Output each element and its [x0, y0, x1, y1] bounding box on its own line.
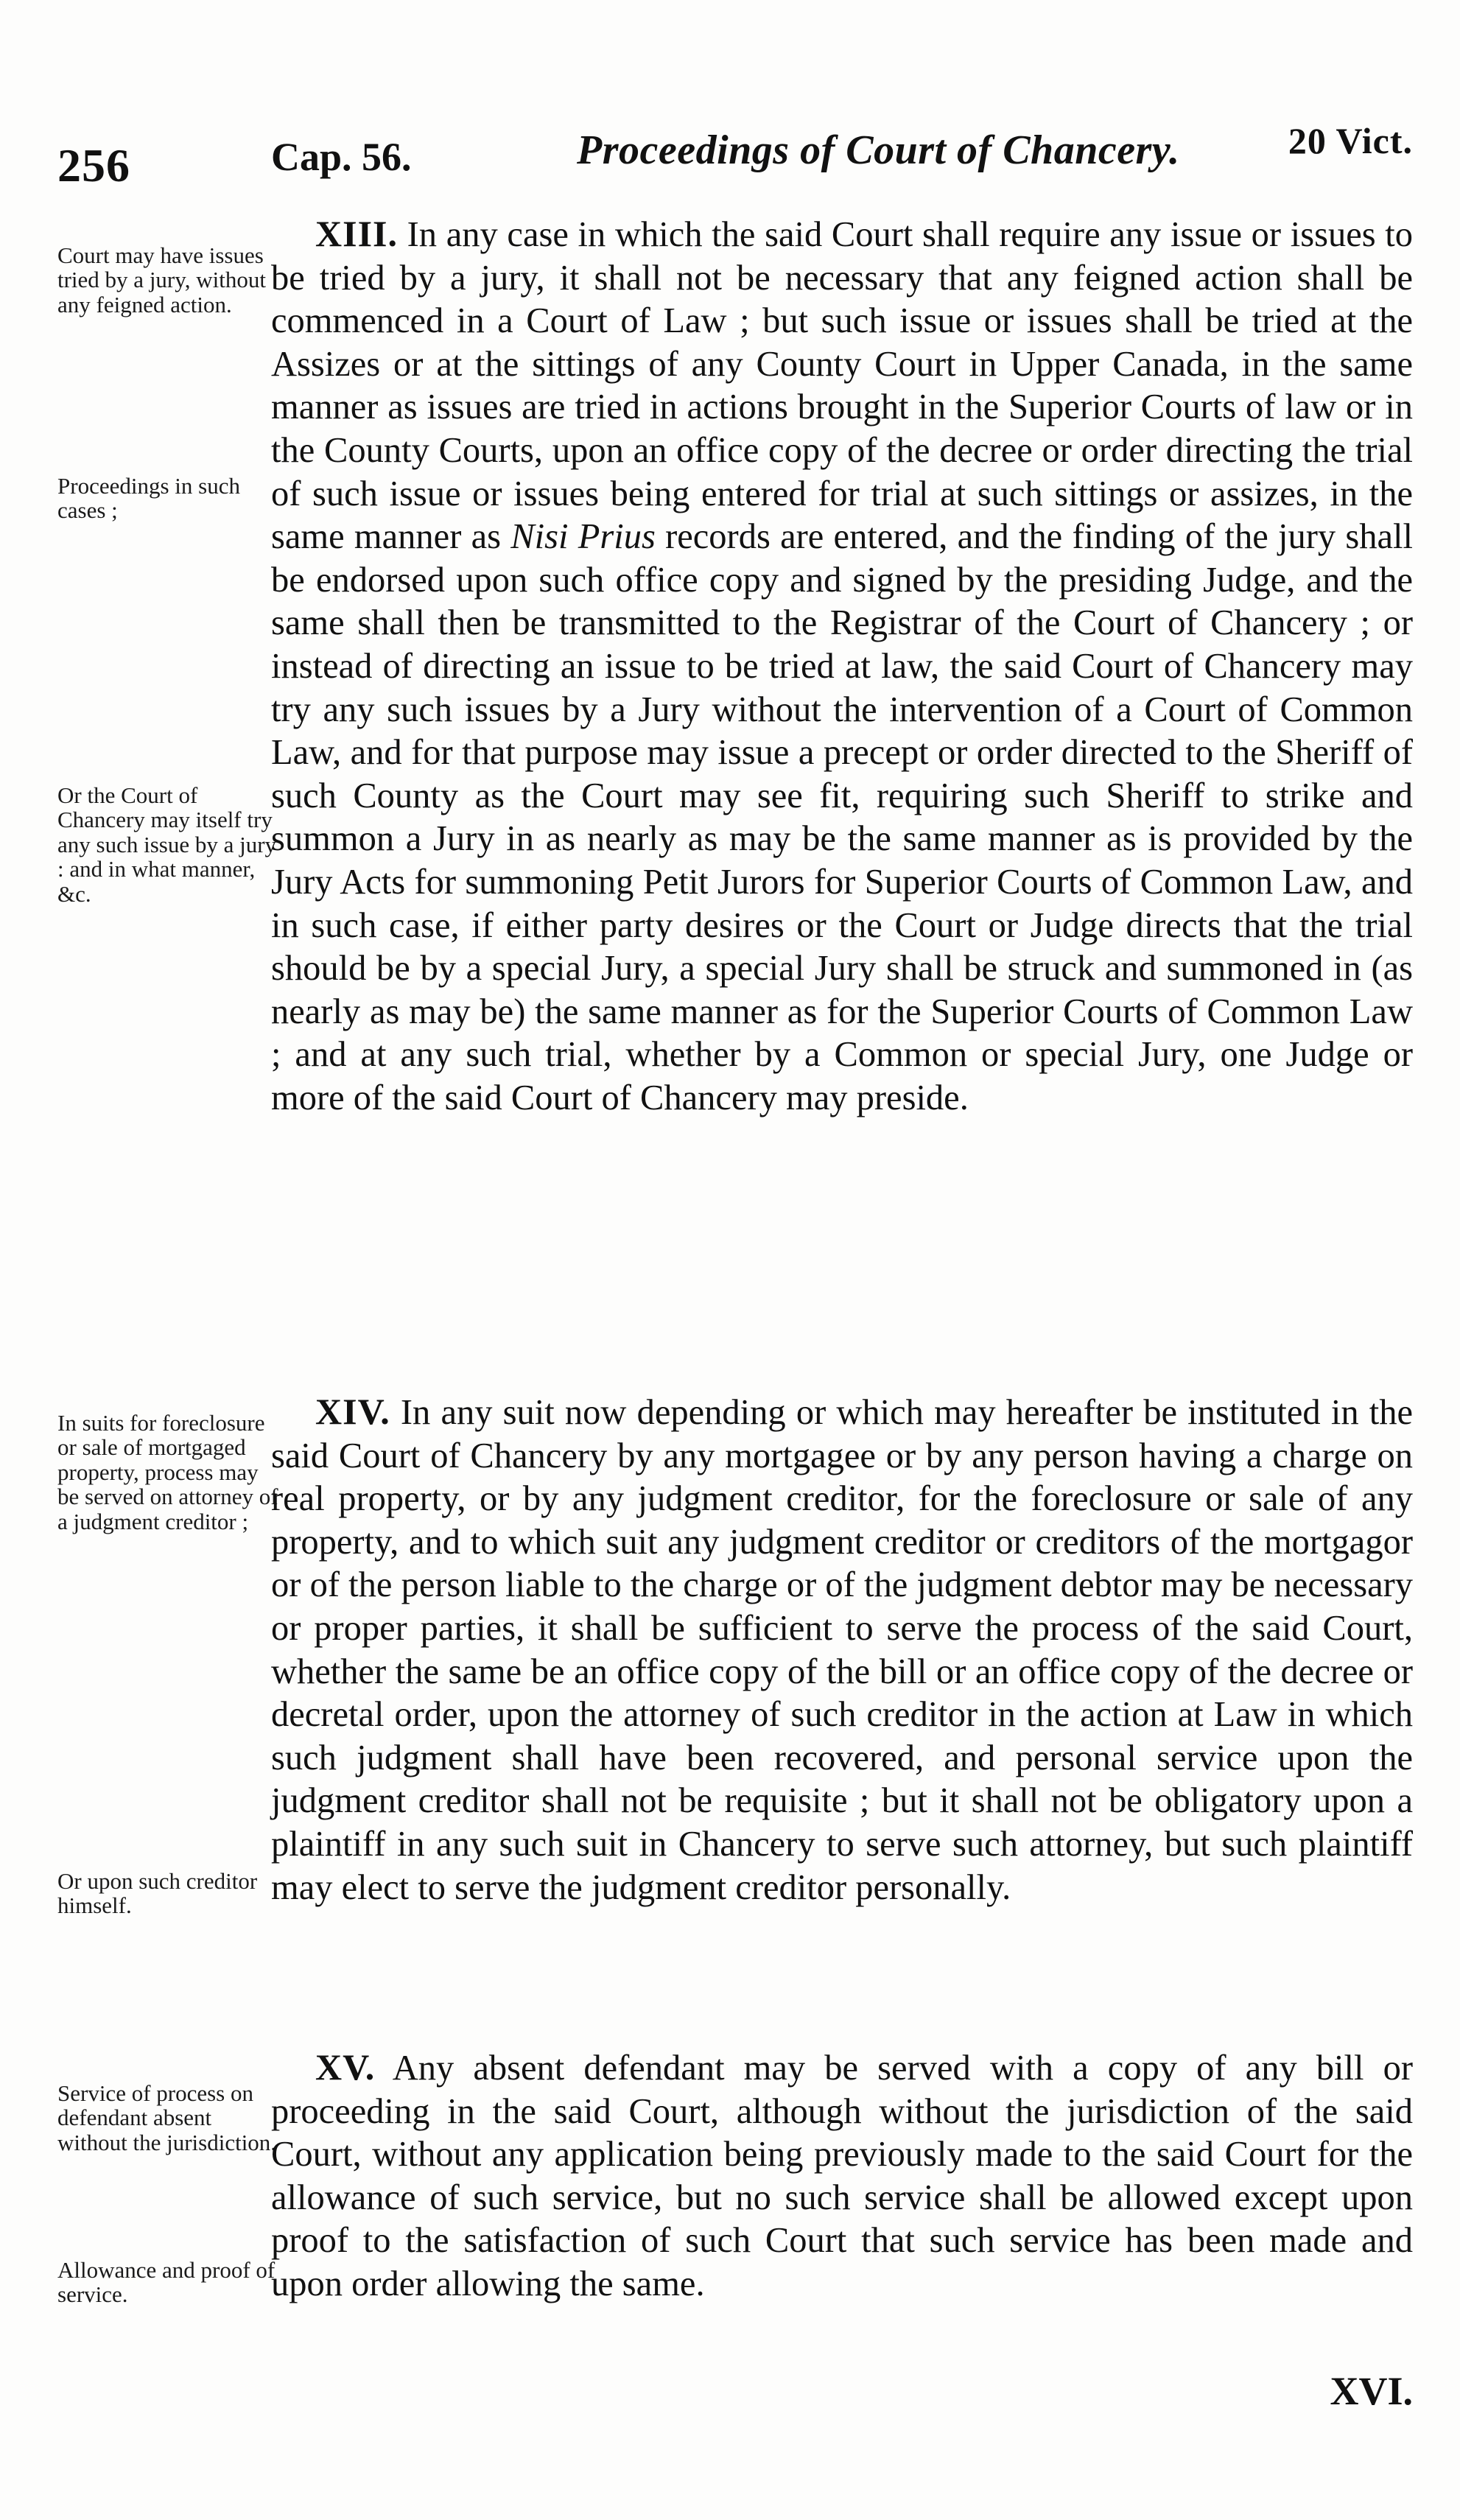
section-number: XV. — [315, 2046, 376, 2088]
sidenote: Service of process on defendant absent without the jurisdiction. — [57, 2080, 277, 2155]
section-body — [271, 212, 1413, 1120]
sidenote: In suits for foreclosure or sale of mortgaged property, process may be served on attorney of a judgment creditor ; — [57, 1410, 278, 1534]
section-text: In any suit now depending or which may hereafter be instituted in the said Court of Chancery by any mortgagee or by any person having a charge on real property, or by any judgment creditor, for the foreclosure or sale of any property, and to which suit any judgment creditor or creditors of the mortgagor or of the person liable to the charge or of the judgment debtor may be necessary or proper parties, it shall be sufficient to serve the process of the said Court, whether the same be an office copy of the bill or an office copy of the decree or decretal order, upon the attorney of such creditor in the action at Law in which such judgment shall have been recovered, and personal service upon the judgment creditor shall not be requisite ; but it shall not be obligatory upon a plaintiff in any such suit in Chancery to serve such attorney, but such plaintiff may elect to serve the judgment creditor personally. — [271, 1393, 1413, 1907]
section-body — [271, 2046, 1413, 2306]
section-number: XIII. — [315, 213, 398, 254]
sidenote: Allowance and proof of service. — [57, 2257, 275, 2308]
section-number: XIV. — [315, 1391, 390, 1432]
regnal-year: 20 Vict. — [1288, 120, 1413, 161]
section-text: In any case in which the said Court shall require any issue or issues to be tried by a jury, it shall not be necessary that any feigned action shall be commenced in a Court of Law ; but such issue or issues shall be tried at the Assizes or at the sittings of any County Court in Upper Canada, in the same manner as issues are tried in actions brought in the Superior Courts of law or in the County Courts, upon an office copy of the decree or order directing the trial of such issue or issues being entered for trial at such sittings or assizes, in the same manner as — [271, 215, 1413, 557]
page-header — [57, 110, 1413, 199]
running-title: Proceedings of Court of Chancery. — [577, 127, 1180, 173]
sidenote: Or upon such creditor himself. — [57, 1868, 258, 1919]
sidenote: Or the Court of Chancery may itself try any such issue by a jury : and in what manner, &c. — [57, 782, 277, 907]
section-xv — [57, 2044, 1413, 2354]
section-text: Any absent defendant may be served with a copy of any bill or proceeding in the said Court, although without the jurisdiction of the said Court, without any application being previously made to the said Court for the allowance of such service, but no such service shall be allowed except upon proof to the satisfaction of such Court that such service has been made and upon order allowing the same. — [271, 2049, 1413, 2303]
section-xiv — [57, 1390, 1413, 2038]
catchword: XVI. — [1330, 2369, 1413, 2413]
section-xiii — [57, 197, 1413, 1361]
page-number: 256 — [57, 139, 130, 192]
section-text-continued: records are entered, and the finding of the jury shall be endorsed upon such office copy and signed by the presiding Judge, and the same shall then be transmitted to the Registrar of the Court of Chancery ; or instead of directing an issue to be tried at law, the said Court of Chancery may try any such issues by a Jury without the intervention of a Court of Common Law, and for that purpose may issue a precept or order directed to the Sheriff of such County as the Court may see fit, requiring such Sheriff to strike and summon a Jury in as nearly as may be the same manner as is provided by the Jury Acts for summoning Petit Jurors for Superior Courts of Common Law, and in such case, if either party desires or the Court or Judge directs that the trial should be by a special Jury, a special Jury shall be struck and summoned in (as nearly as may be) the same manner as for the Superior Courts of Common Law ; and at any such trial, whether by a Common or special Jury, one Judge or more of the said Court of Chancery may preside. — [271, 517, 1413, 1117]
sidenote: Court may have issues tried by a jury, without any feigned action. — [57, 242, 266, 317]
section-body — [271, 1390, 1413, 1909]
italic-term: Nisi Prius — [510, 517, 656, 557]
chapter-label: Cap. 56. — [271, 135, 412, 179]
sidenote: Proceedings in such cases ; — [57, 473, 240, 524]
